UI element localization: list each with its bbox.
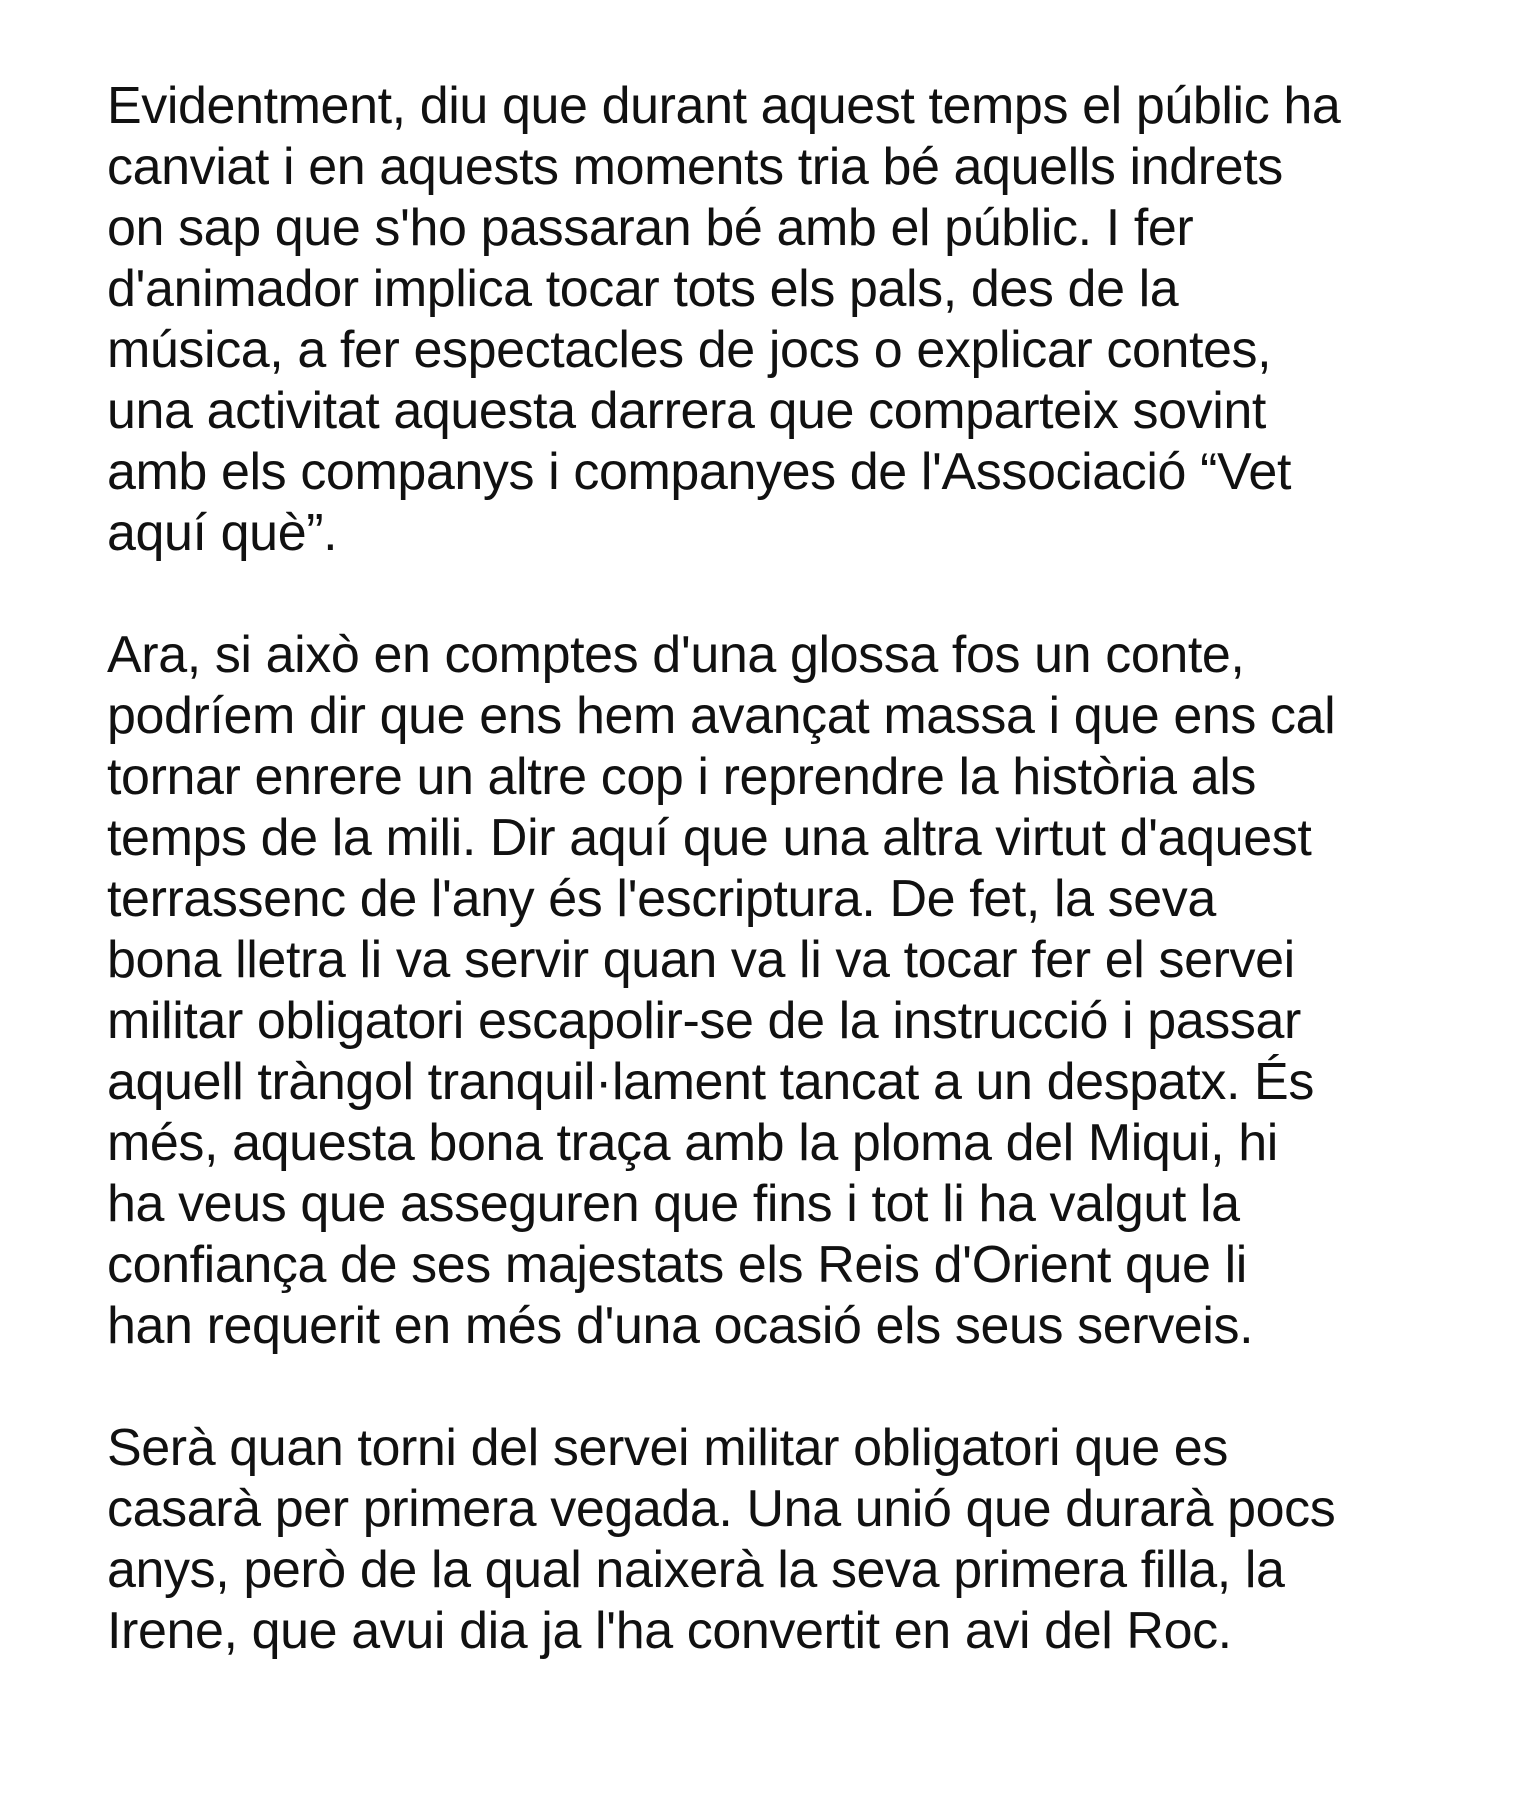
text-line: on sap que s'ho passaran bé amb el públic. I fer (107, 199, 1194, 257)
text-line: d'animador implica tocar tots els pals, des de la (107, 260, 1179, 318)
text-line: han requerit en més d'una ocasió els seus serveis. (107, 1297, 1254, 1355)
text-line: aquí què”. (107, 504, 338, 562)
text-line: Serà quan torni del servei militar obligatori que es (107, 1419, 1228, 1477)
paragraph-1 (107, 76, 1457, 564)
text-line: ha veus que asseguren que fins i tot li ha valgut la (107, 1175, 1240, 1233)
text-line: temps de la mili. Dir aquí que una altra virtut d'aquest (107, 809, 1312, 867)
text-line: militar obligatori escapolir-se de la instrucció i passar (107, 992, 1301, 1050)
text-line: canviat i en aquests moments tria bé aquells indrets (107, 138, 1283, 196)
text-line: Ara, si això en comptes d'una glossa fos un conte, (107, 626, 1245, 684)
text-line: podríem dir que ens hem avançat massa i que ens cal (107, 687, 1336, 745)
text-line: terrassenc de l'any és l'escriptura. De fet, la seva (107, 870, 1216, 928)
text-line: aquell tràngol tranquil·lament tancat a un despatx. És (107, 1053, 1314, 1111)
text-line: confiança de ses majestats els Reis d'Orient que li (107, 1236, 1247, 1294)
document-body (107, 76, 1457, 1662)
text-line: tornar enrere un altre cop i reprendre la història als (107, 748, 1257, 806)
text-line: bona lletra li va servir quan va li va tocar fer el servei (107, 931, 1295, 989)
text-line: una activitat aquesta darrera que comparteix sovint (107, 382, 1266, 440)
text-line: Evidentment, diu que durant aquest temps el públic ha (107, 77, 1341, 135)
text-line: més, aquesta bona traça amb la ploma del Miqui, hi (107, 1114, 1278, 1172)
paragraph-2 (107, 625, 1457, 1357)
paragraph-3 (107, 1418, 1457, 1662)
text-line: amb els companys i companyes de l'Associació “Vet (107, 443, 1291, 501)
text-line: casarà per primera vegada. Una unió que durarà pocs (107, 1480, 1336, 1538)
text-line: música, a fer espectacles de jocs o explicar contes, (107, 321, 1272, 379)
paragraph-gap (107, 564, 1457, 625)
text-line: anys, però de la qual naixerà la seva primera filla, la (107, 1541, 1285, 1599)
text-line: Irene, que avui dia ja l'ha convertit en avi del Roc. (107, 1602, 1232, 1660)
paragraph-gap (107, 1357, 1457, 1418)
